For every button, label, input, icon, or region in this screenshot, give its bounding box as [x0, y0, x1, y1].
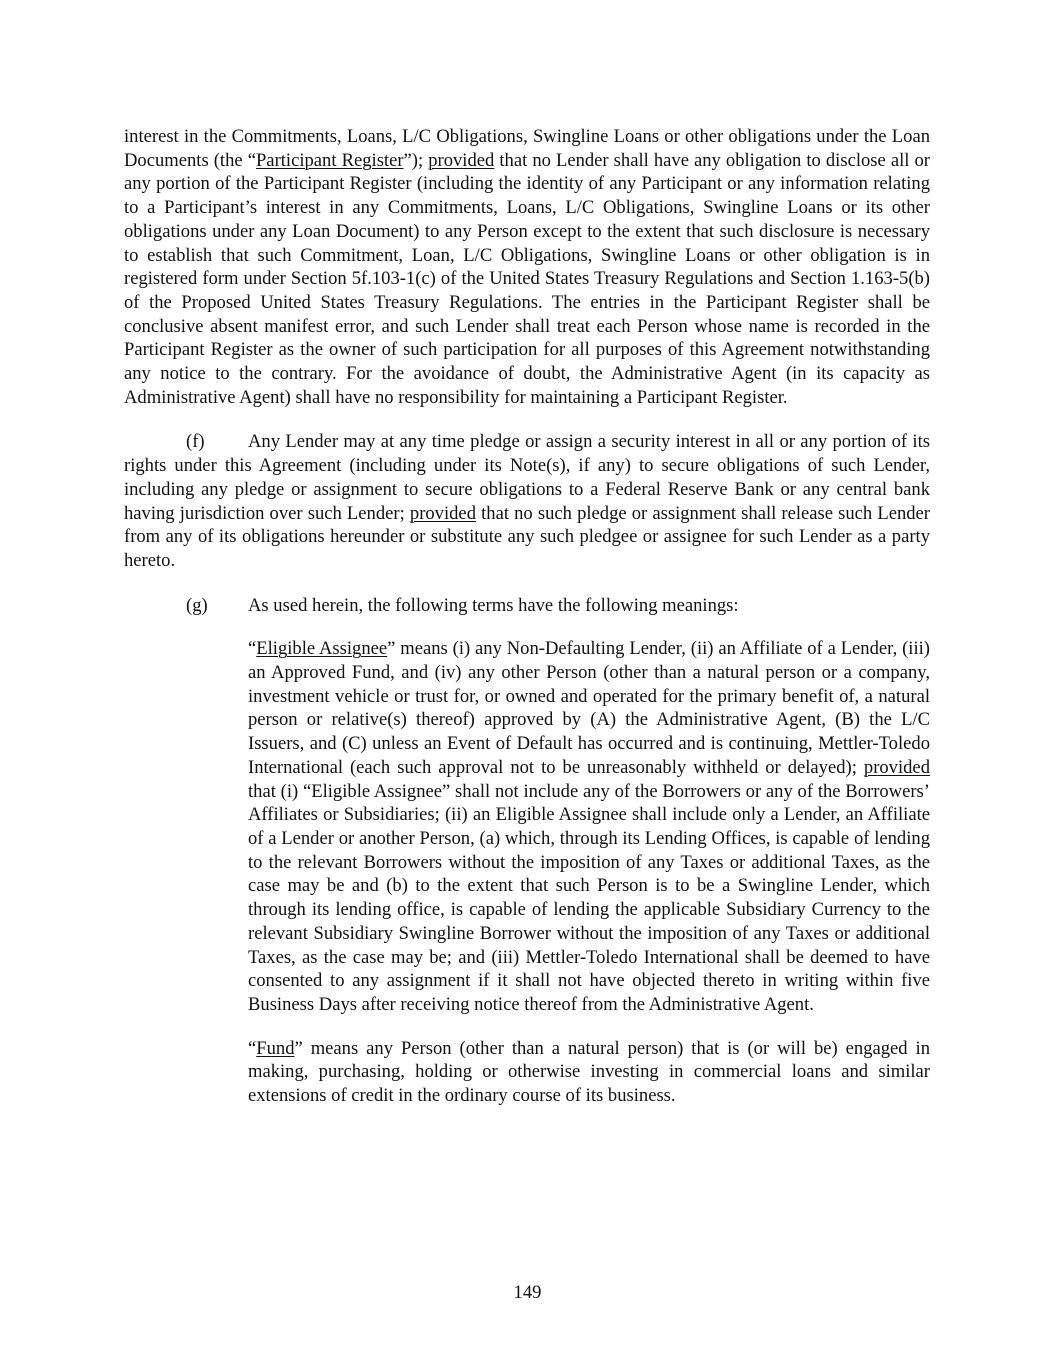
- defined-term-fund: Fund: [256, 1037, 295, 1059]
- paragraph-marker: (f): [186, 431, 205, 453]
- paragraph-participant-register: [124, 125, 930, 409]
- definition-eligible-assignee: [248, 637, 930, 1016]
- defined-term-participant-register: Participant Register: [255, 149, 404, 171]
- text-run: Any Lender may at any time pledge or assign a security interest in all or any portion of its rights under this Agreement (including under its Note(s), if any) to secure obligations of such Lender, including any pledge or assignment to secure obligations to a Federal Reserve Bank or any central bank having jurisdiction over such Lender;: [124, 431, 930, 524]
- text-run: interest in the Commitments, Loans, L/C Obligations, Swingline Loans or other obligations under the Loan Documents (the “: [124, 126, 930, 171]
- text-run: As used herein, the following terms have the following meanings:: [248, 594, 739, 616]
- text-run: ” means (i) any Non-Defaulting Lender, (ii) an Affiliate of a Lender, (iii) an Approved Fund, and (iv) any other Person (other than a natural person or a company, investment vehicle or trust for, or owned and operated for the primary benefit of, a natural person or relative(s) thereof) approved by (A) the Administrative Agent, (B) the L/C Issuers, and (C) unless an Event of Default has occurred and is continuing, Mettler-Toledo International (each such approval not to be unreasonably withheld or delayed);: [248, 638, 930, 778]
- paragraph-marker: (g): [186, 594, 208, 616]
- defined-term-eligible-assignee: Eligible Assignee: [256, 638, 388, 660]
- text-run: that (i) “Eligible Assignee” shall not include any of the Borrowers or any of the Borrowers’ Affiliates or Subsidiaries; (ii) an Eligible Assignee shall include only a Lender, an Affiliate of a Lender or another Person, (a) which, through its Lending Offices, is capable of lending to the relevant Borrowers without the imposition of any Taxes or additional Taxes, as the case may be and (b) to the extent that such Person is to be a Swingline Lender, which through its lending office, is capable of lending the applicable Subsidiary Currency to the relevant Subsidiary Swingline Borrower without the imposition of any Taxes or additional Taxes, as the case may be; and (iii) Mettler-Toledo International shall be deemed to have consented to any assignment if it shall not have objected thereto in writing within five Business Days after receiving notice thereof from the Administrative Agent.: [248, 780, 930, 1015]
- paragraph-f: [124, 430, 930, 572]
- text-run: “: [248, 638, 257, 660]
- text-run: “: [248, 1037, 257, 1059]
- text-run: ”);: [403, 149, 429, 171]
- text-run: that no Lender shall have any obligation to disclose all or any portion of the Participant Register (including the identity of any Participant or any information relating to a Participant’s interest in any Commitments, Loans, L/C Obligations, Swingline Loans or its other obligations under any Loan Document) to any Person except to the extent that such disclosure is necessary to establish that such Commitment, Loan, L/C Obligations, Swingline Loans or other obligation is in registered form under Section 5f.103-1(c) of the United States Treasury Regulations and Section 1.163-5(b) of the Proposed United States Treasury Regulations. The entries in the Participant Register shall be conclusive absent manifest error, and such Lender shall treat each Person whose name is recorded in the Participant Register as the owner of such participation for all purposes of this Agreement notwithstanding any notice to the contrary. For the avoidance of doubt, the Administrative Agent (in its capacity as Administrative Agent) shall have no responsibility for maintaining a Participant Register.: [124, 149, 930, 408]
- provided-term: provided: [409, 502, 476, 524]
- provided-term: provided: [428, 149, 495, 171]
- page-number: 149: [513, 1282, 542, 1303]
- definition-fund: [248, 1037, 930, 1108]
- text-run: that no such pledge or assignment shall release such Lender from any of its obligations hereunder or substitute any such pledgee or assignee for such Lender as a party hereto.: [124, 502, 931, 571]
- text-run: ” means any Person (other than a natural person) that is (or will be) engaged in making, purchasing, holding or otherwise investing in commercial loans and similar extensions of credit in the ordinary course of its business.: [248, 1037, 930, 1107]
- document-page: [124, 125, 930, 1128]
- provided-term: provided: [863, 756, 930, 778]
- paragraph-g: [124, 594, 930, 618]
